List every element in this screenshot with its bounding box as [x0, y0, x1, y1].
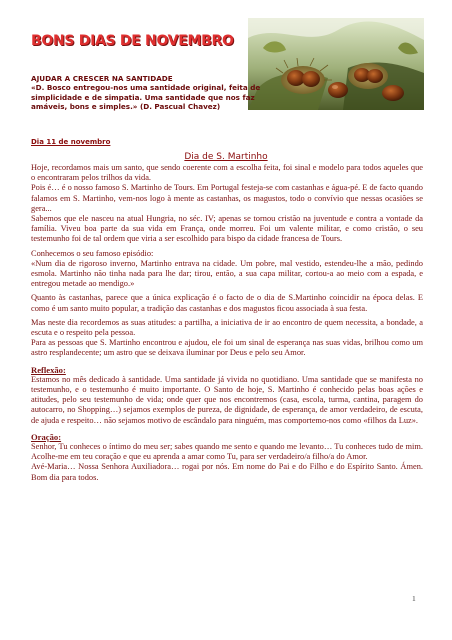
intro-heading: AJUDAR A CRESCER NA SANTIDADE: [31, 74, 173, 83]
reflexao-text: Estamos no mês dedicado à santidade. Uma santidade já vivida no quotidiano. Uma santidade que se manifesta no testemunho, e o testemunho é muito importante. O Santo de hoje, S. Martinho é conhecido pelas boas ações e atitudes, pelo seu testemunho de vida; onde quer que nos encontremos (casa, escola, turma, cantina, paragem do autocarro, no Shopping…) sejamos exemplos de pureza, de dignidade, de esperança, de amor verdadeiro, de escuta, de ajuda e respeito… não sejamos motivo de escândalo para ninguém, mas comportemo-nos como «filhos da Luz».: [31, 374, 423, 425]
intro-quote: «D. Bosco entregou-nos uma santidade original, feita de simplicidade e de simpatia. Uma santidade que nos faz amáveis, bons e simples.» (D. Pascual Chavez): [31, 83, 261, 112]
paragraph: Sabemos que ele nasceu na atual Hungria, no séc. IV; apenas se tornou cristão na juventude e contra a vontade da família. Viveu boa parte da sua vida em França, onde morreu. Foi um valente militar, e como cristão, o seu testemunho foi de tal ordem que viria a ser escolhido para bispo da cidade francesa de Tours.: [31, 214, 423, 244]
body-text: [31, 163, 423, 483]
page-title: BONS DIAS DE NOVEMBRO: [31, 33, 234, 49]
paragraph: Mas neste dia recordemos as suas atitudes: a partilha, a iniciativa de ir ao encontro de quem necessita, a bondade, a escuta e o respeito pela pessoa.: [31, 317, 423, 338]
day-title: Dia de S. Martinho: [184, 152, 268, 162]
paragraph: Quanto às castanhas, parece que a única explicação é o facto de o dia de S.Martinho coincidir na época delas. E como é um santo muito popular, a tradição das castanhas e dos magustos ficou associada à sua festa.: [31, 293, 423, 313]
oracao-text: Senhor, Tu conheces o íntimo do meu ser; sabes quando me sento e quando me levanto… Tu conheces tudo de mim. Acolhe-me em teu coração e que eu aprenda a amar como Tu, para ser verdadeiro/a filho/a do Amor.: [31, 442, 423, 462]
page-number: 1: [412, 594, 416, 603]
paragraph: Hoje, recordamos mais um santo, que sendo coerente com a escolha feita, foi sinal e modelo para todos aqueles que o encontraram pelos trilhos da vida.: [31, 163, 423, 183]
reflexao-heading: Reflexão:: [31, 364, 66, 375]
paragraph: Para as pessoas que S. Martinho encontrou e ajudou, ele foi um sinal de esperança nas suas vidas, brilhou como um astro resplandecente; um astro que se deixava iluminar por Deus e pelo seu Amor.: [31, 338, 423, 358]
chestnuts-photo: [248, 18, 424, 110]
paragraph: Pois é… é o nosso famoso S. Martinho de Tours. Em Portugal festeja-se com castanhas e água-pé. E de facto quando falamos em S. Martinho, vem-nos logo à mente as castanhas, os magustos, todo o convívio que nessas ocasiões se gera...: [31, 183, 423, 213]
paragraph: «Num dia de rigoroso inverno, Martinho entrava na cidade. Um pobre, mal vestido, estendeu-lhe a mão, pedindo esmola. Martinho não tinha nada para lhe dar; tirou, então, a sua capa militar, cortou-a ao meio com a espada, e entregou metade ao mendigo.»: [31, 258, 423, 289]
intro-block: [31, 74, 261, 112]
paragraph: Conhecemos o seu famoso episódio:: [31, 248, 154, 258]
oracao-text: Avé-Maria… Nossa Senhora Auxiliadora… rogai por nós. Em nome do Pai e do Filho e do Espírito Santo. Ámen. Bom dia para todos.: [31, 462, 423, 482]
date-label: Dia 11 de novembro: [31, 138, 111, 146]
oracao-heading: Oração:: [31, 431, 62, 442]
